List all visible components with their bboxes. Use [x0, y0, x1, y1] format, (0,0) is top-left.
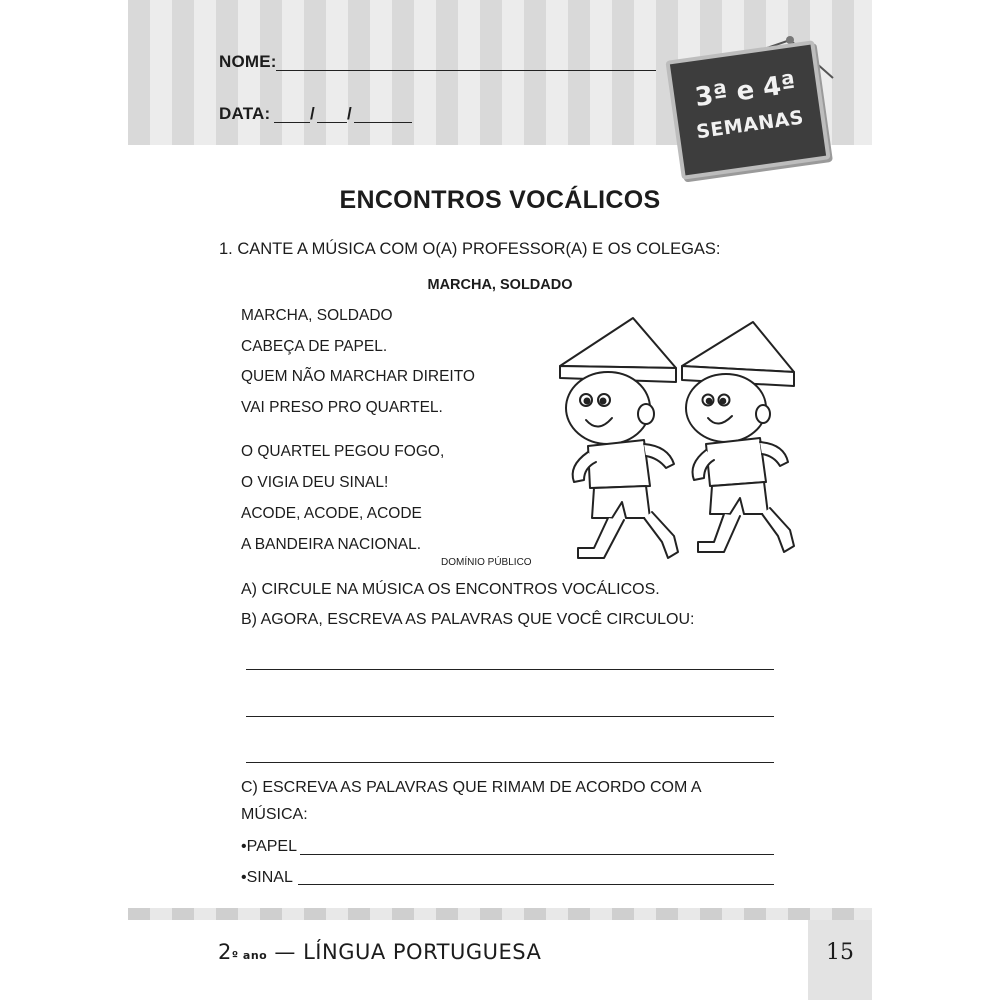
- song-verse: O VIGIA DEU SINAL!: [241, 474, 389, 491]
- item-a: A) CIRCULE NA MÚSICA OS ENCONTROS VOCÁLICOS.: [241, 581, 660, 598]
- date-label: DATA:: [219, 104, 271, 123]
- answer-line[interactable]: [246, 669, 774, 670]
- item-c-continued: MÚSICA:: [241, 806, 308, 823]
- answer-line[interactable]: [246, 762, 774, 763]
- rhyme-papel-field[interactable]: [300, 854, 774, 855]
- item-b: B) AGORA, ESCREVA AS PALAVRAS QUE VOCÊ CIRCULOU:: [241, 611, 695, 628]
- marching-boys-illustration: [548, 296, 798, 564]
- footer-subject: [218, 940, 541, 964]
- name-field[interactable]: [276, 70, 656, 71]
- song-title: MARCHA, SOLDADO: [427, 277, 573, 293]
- date-day-field[interactable]: [274, 122, 310, 123]
- song-source: DOMÍNIO PÚBLICO: [441, 557, 532, 568]
- grade-number: 2: [218, 940, 232, 964]
- subject-name: — LÍNGUA PORTUGUESA: [274, 940, 542, 964]
- song-verse: ACODE, ACODE, ACODE: [241, 505, 422, 522]
- name-label: NOME:: [219, 52, 277, 71]
- rhyme-papel-label: •PAPEL: [241, 838, 297, 855]
- answer-line[interactable]: [246, 716, 774, 717]
- song-verse: A BANDEIRA NACIONAL.: [241, 536, 422, 553]
- question-1: 1. CANTE A MÚSICA COM O(A) PROFESSOR(A) E OS COLEGAS:: [219, 240, 721, 258]
- song-verse: MARCHA, SOLDADO: [241, 307, 393, 324]
- item-c: C) ESCREVA AS PALAVRAS QUE RIMAM DE ACORDO COM A: [241, 779, 702, 796]
- page-number-box: [808, 920, 872, 1000]
- page-number: 15: [826, 940, 854, 965]
- song-verse: CABEÇA DE PAPEL.: [241, 338, 388, 355]
- weeks-badge: [665, 40, 830, 180]
- badge-weeks-number: 3ª e 4ª: [693, 69, 798, 114]
- badge-weeks-label: SEMANAS: [695, 106, 806, 144]
- date-year-field[interactable]: [354, 122, 412, 123]
- date-separator: /: [347, 104, 352, 123]
- date-separator: /: [310, 104, 315, 123]
- song-verse: QUEM NÃO MARCHAR DIREITO: [241, 368, 475, 385]
- grade-suffix: º ano: [231, 949, 268, 962]
- date-month-field[interactable]: [317, 122, 347, 123]
- song-verse: VAI PRESO PRO QUARTEL.: [241, 399, 443, 416]
- rhyme-sinal-label: •SINAL: [241, 869, 293, 886]
- song-verse: O QUARTEL PEGOU FOGO,: [241, 443, 445, 460]
- page-title: ENCONTROS VOCÁLICOS: [339, 186, 661, 214]
- rhyme-sinal-field[interactable]: [298, 884, 774, 885]
- footer-band: [128, 908, 872, 920]
- worksheet-page: [128, 0, 872, 1000]
